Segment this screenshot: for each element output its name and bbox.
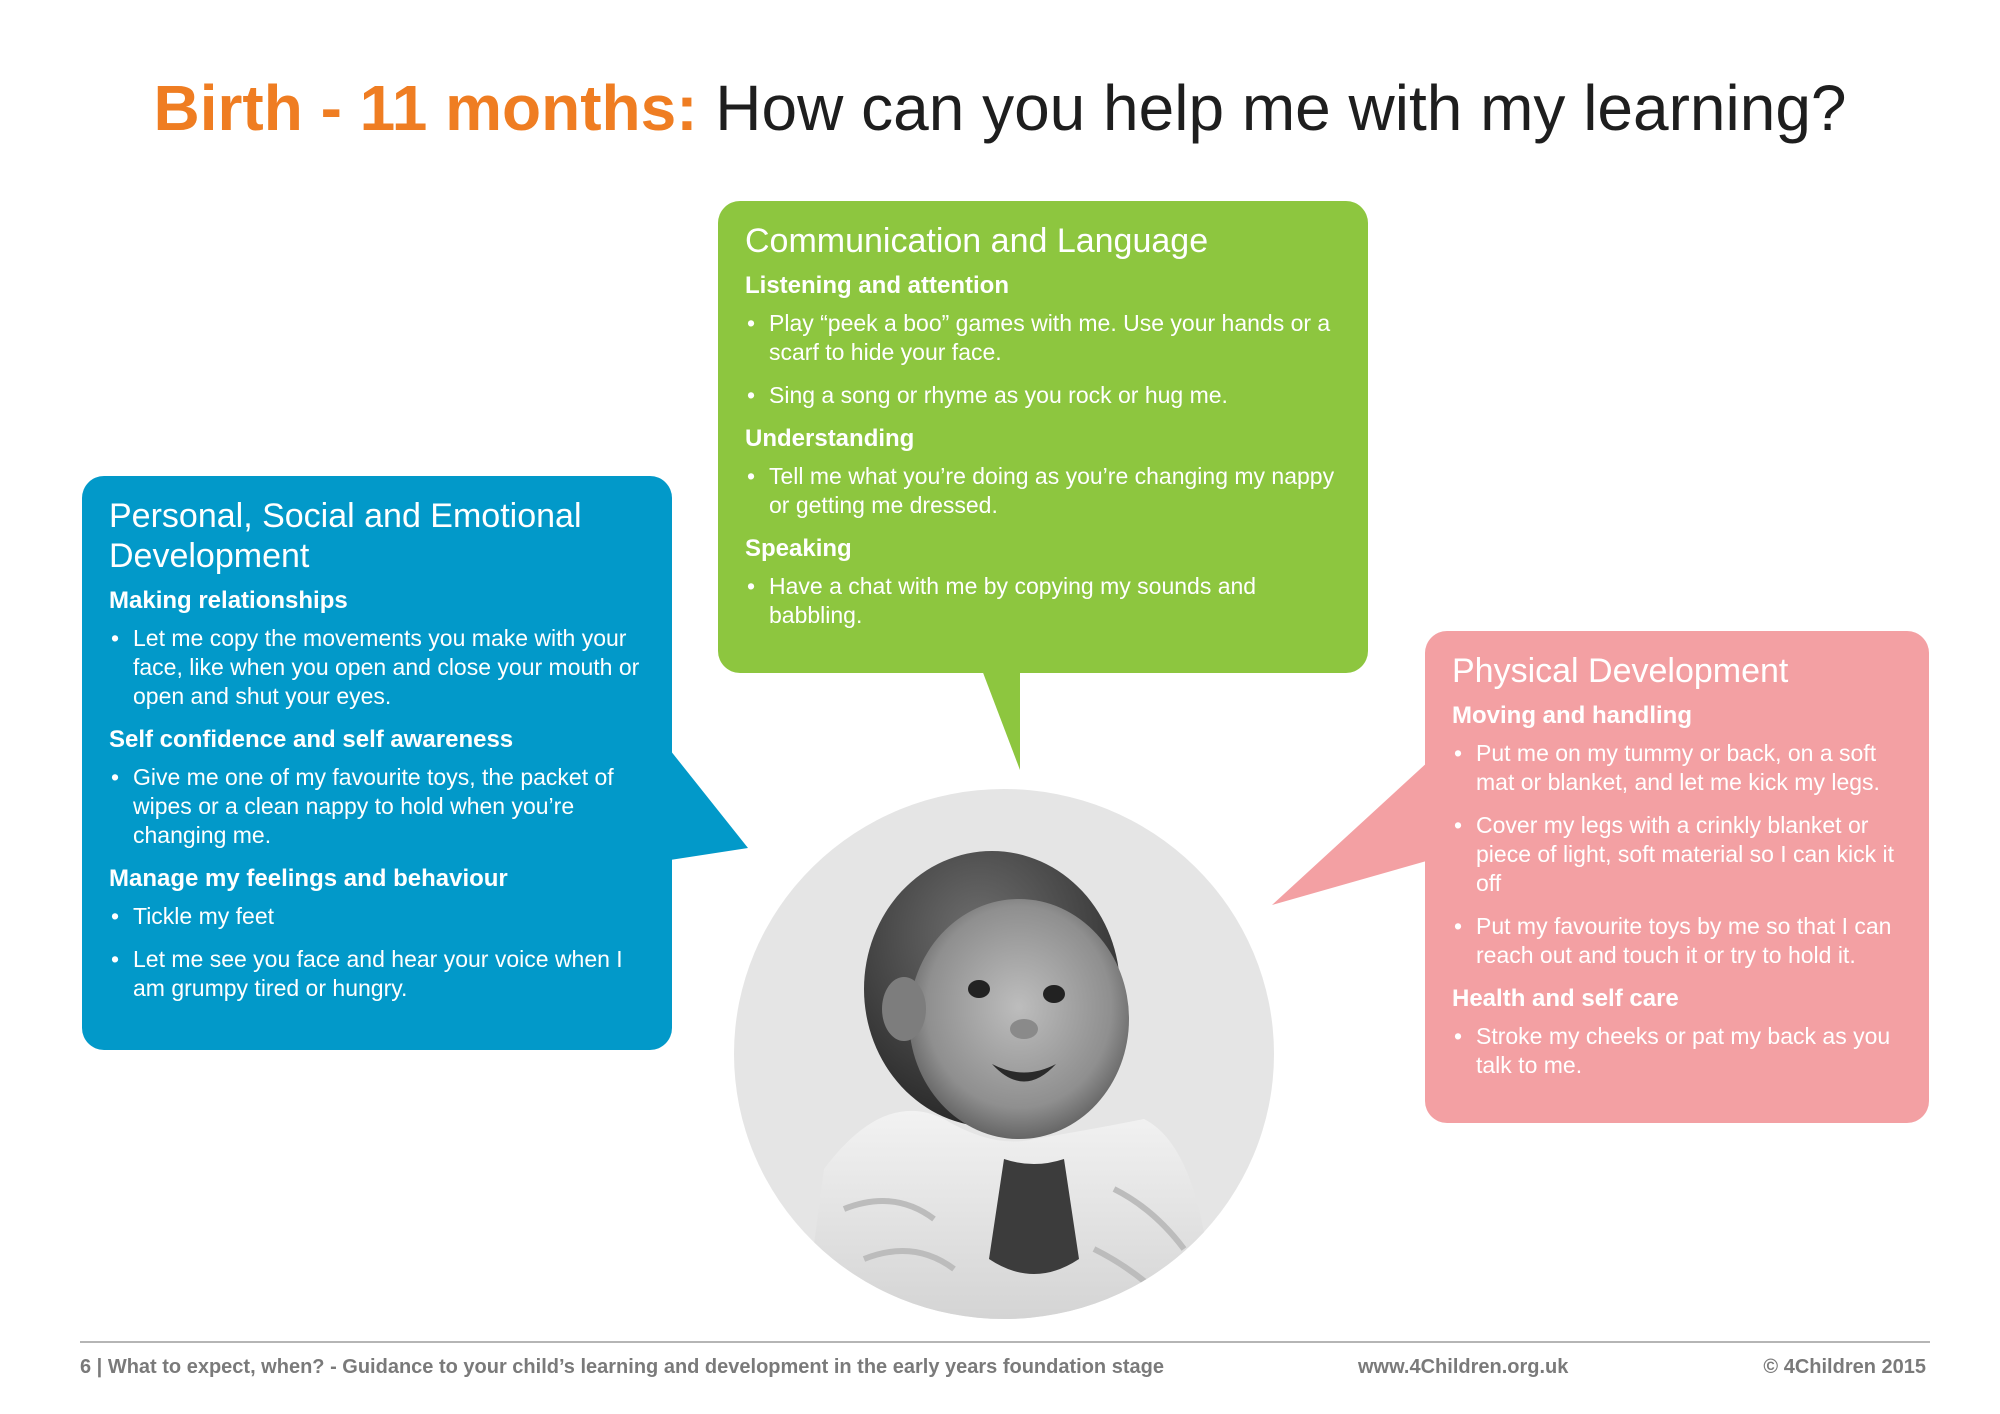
bubble-communication-language bbox=[718, 201, 1368, 673]
list-item: • Tell me what you’re doing as you’re changing my nappy or getting me dressed. bbox=[747, 463, 1335, 518]
bullet-list bbox=[745, 462, 1338, 520]
list-item: • Let me see you face and hear your voice when I am grumpy tired or hungry. bbox=[111, 946, 623, 1001]
bullet-list bbox=[109, 763, 642, 850]
subheading: Health and self care bbox=[1452, 985, 1679, 1012]
tail-personal-social bbox=[670, 750, 748, 860]
baby-illustration bbox=[734, 789, 1274, 1319]
list-item: • Stroke my cheeks or pat my back as you talk to me. bbox=[1454, 1023, 1891, 1078]
subheading: Speaking bbox=[745, 535, 852, 562]
list-item: • Give me one of my favourite toys, the packet of wipes or a clean nappy to hold when you’re changing me. bbox=[111, 764, 614, 848]
bullet-list bbox=[1452, 739, 1903, 970]
page-title-age-range: Birth - 11 months: bbox=[153, 72, 698, 144]
bubble-physical-development bbox=[1425, 631, 1929, 1123]
list-item: • Put my favourite toys by me so that I can reach out and touch it or try to hold it. bbox=[1454, 913, 1892, 968]
subheading: Understanding bbox=[745, 425, 915, 452]
bubble-heading: Physical Development bbox=[1452, 652, 1789, 690]
subheading: Moving and handling bbox=[1452, 702, 1692, 729]
bubble-heading: Communication and Language bbox=[745, 222, 1209, 260]
footer-copyright: © 4Children 2015 bbox=[1763, 1356, 1926, 1378]
tail-physical bbox=[1272, 760, 1430, 905]
list-item: • Sing a song or rhyme as you rock or hug me. bbox=[747, 382, 1228, 408]
subheading: Manage my feelings and behaviour bbox=[109, 865, 508, 892]
bullet-list bbox=[745, 572, 1338, 630]
list-item: • Play “peek a boo” games with me. Use your hands or a scarf to hide your face. bbox=[747, 310, 1331, 365]
footer-website-link[interactable]: www.4Children.org.uk bbox=[1358, 1356, 1569, 1378]
bubble-heading: Personal, Social and Emotional Development bbox=[109, 497, 582, 575]
baby-photo bbox=[734, 789, 1274, 1319]
subheading: Making relationships bbox=[109, 587, 348, 614]
footer-page-info: 6 | What to expect, when? - Guidance to your child’s learning and development in the early years foundation stage bbox=[80, 1356, 1164, 1378]
bullet-list bbox=[1452, 1022, 1903, 1080]
list-item: • Cover my legs with a crinkly blanket or piece of light, soft material so I can kick it off bbox=[1454, 812, 1895, 896]
footer-divider bbox=[80, 1341, 1930, 1343]
list-item: • Let me copy the movements you make with your face, like when you open and close your mouth or open and shut your eyes. bbox=[111, 625, 640, 709]
bullet-list bbox=[109, 902, 642, 1003]
bullet-list bbox=[745, 309, 1338, 410]
subheading: Listening and attention bbox=[745, 272, 1009, 299]
list-item: • Put me on my tummy or back, on a soft mat or blanket, and let me kick my legs. bbox=[1454, 740, 1880, 795]
list-item: • Tickle my feet bbox=[111, 903, 275, 929]
bullet-list bbox=[109, 624, 642, 711]
tail-communication bbox=[982, 670, 1020, 770]
subheading: Self confidence and self awareness bbox=[109, 726, 514, 753]
page-title-question: How can you help me with my learning? bbox=[715, 72, 1847, 144]
list-item: • Have a chat with me by copying my sounds and babbling. bbox=[747, 573, 1257, 628]
bubble-personal-social-emotional bbox=[82, 476, 672, 1050]
